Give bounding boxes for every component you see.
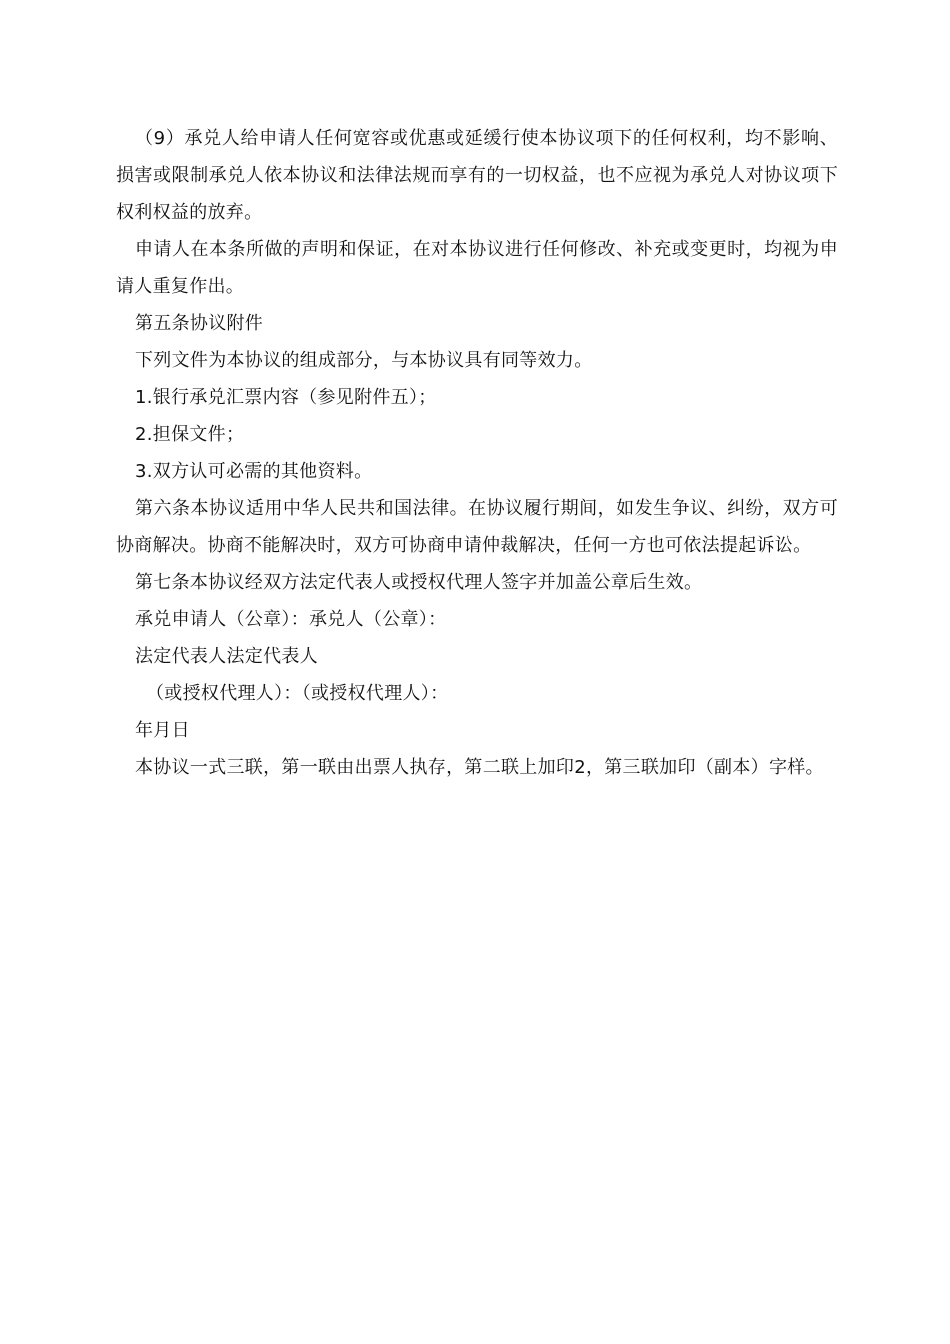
signature-representative-line: 法定代表人法定代表人 — [135, 646, 318, 667]
document-body — [116, 120, 838, 786]
signature-date-line: 年月日 — [135, 720, 190, 741]
signature-seal-line: 承兑申请人（公章）：承兑人（公章）： — [135, 609, 447, 630]
paragraph-applicant-declaration: 申请人在本条所做的声明和保证，在对本协议进行任何修改、补充或变更时，均视为申请人重复作出。 — [116, 239, 838, 297]
paragraph-attachments-intro: 下列文件为本协议的组成部分，与本协议具有同等效力。 — [135, 350, 593, 371]
paragraph-copies-note: 本协议一式三联，第一联由出票人执存，第二联上加印2，第三联加印（副本）字样。 — [135, 757, 824, 778]
paragraph-clause-9: （9）承兑人给申请人任何宽容或优惠或延缓行使本协议项下的任何权利，均不影响、损害或限制承兑人依本协议和法律法规而享有的一切权益，也不应视为承兑人对协议项下权利权益的放弃。 — [116, 128, 838, 223]
heading-article-5: 第五条协议附件 — [135, 313, 264, 334]
list-item-attachment-1: 1.银行承兑汇票内容（参见附件五）； — [135, 387, 437, 408]
paragraph-article-7: 第七条本协议经双方法定代表人或授权代理人签字并加盖公章后生效。 — [135, 572, 703, 593]
list-item-attachment-2: 2.担保文件； — [135, 424, 245, 445]
signature-agent-line: （或授权代理人）：（或授权代理人）： — [146, 683, 449, 704]
paragraph-article-6: 第六条本协议适用中华人民共和国法律。在协议履行期间，如发生争议、纠纷，双方可协商解决。协商不能解决时，双方可协商申请仲裁解决，任何一方也可依法提起诉讼。 — [116, 498, 838, 556]
list-item-attachment-3: 3.双方认可必需的其他资料。 — [135, 461, 373, 482]
